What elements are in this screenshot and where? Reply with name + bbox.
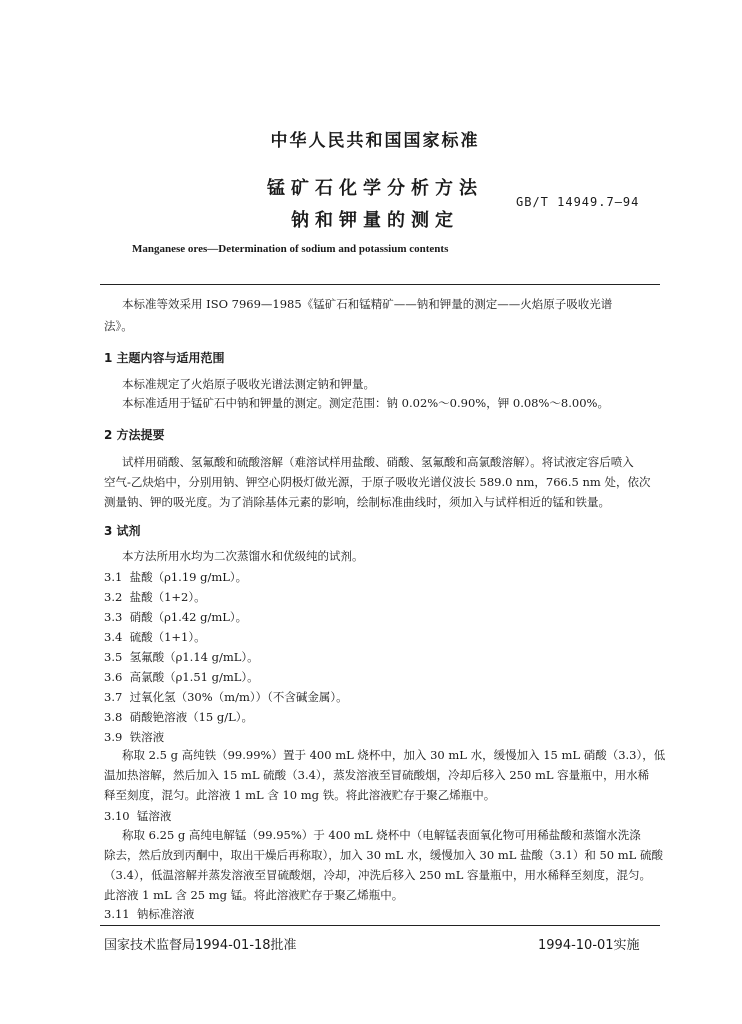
reagent-number: 3.3	[104, 610, 123, 624]
english-title: Manganese ores—Determination of sodium and potassium contents	[132, 243, 449, 255]
reagent-number: 3.2	[104, 590, 123, 604]
reagent-text: 氢氟酸（ρ1.14 g/mL）。	[129, 650, 259, 664]
reagent-text: 高氯酸（ρ1.51 g/mL）。	[129, 670, 259, 684]
paragraph-line: 本标准适用于锰矿石中钠和钾量的测定。测定范围：钠 0.02%～0.90%，钾 0.08%～8.00%。	[122, 396, 609, 410]
reagent-item	[104, 709, 253, 725]
paragraph-line: 本标准规定了火焰原子吸收光谱法测定钠和钾量。	[122, 377, 375, 391]
reagent-text: 硝酸铯溶液（15 g/L）。	[129, 710, 254, 724]
reagent-text: 硝酸（ρ1.42 g/mL）。	[129, 610, 248, 624]
section-heading: 1 主题内容与适用范围	[104, 351, 225, 365]
reagent-item	[104, 808, 171, 824]
paragraph-line: 试样用硝酸、氢氟酸和硫酸溶解（难溶试样用盐酸、硝酸、氢氟酸和高氯酸溶解）。将试液定容后喷入	[122, 455, 634, 469]
reagent-number: 3.5	[104, 650, 123, 664]
intro-line: 本标准等效采用 ISO 7969—1985《锰矿石和锰精矿——钠和钾量的测定——火焰原子吸收光谱	[122, 297, 613, 311]
reagent-item	[104, 729, 164, 745]
reagent-text: 过氧化氢（30%（m/m））（不含碱金属）。	[129, 690, 348, 704]
reagent-number: 3.8	[104, 710, 123, 724]
reagent-text: 铁溶液	[129, 730, 165, 744]
reagent-item	[104, 649, 259, 665]
paragraph-line: 称取 2.5 g 高纯铁（99.99%）置于 400 mL 烧杯中，加入 30 mL 水，缓慢加入 15 mL 硝酸（3.3），低	[122, 748, 666, 762]
reagent-item	[104, 689, 348, 705]
reagent-text: 钠标准溶液	[136, 907, 195, 921]
paragraph-line: 温加热溶解，然后加入 15 mL 硫酸（3.4），蒸发溶液至冒硫酸烟，冷却后移入 250 mL 容量瓶中，用水稀	[104, 768, 650, 782]
intro-line: 法》。	[104, 319, 133, 333]
approval-info: 国家技术监督局1994-01-18批准	[104, 938, 297, 953]
reagent-number: 3.1	[104, 570, 123, 584]
reagent-number: 3.11	[104, 907, 130, 921]
paragraph-line: （3.4），低温溶解并蒸发溶液至冒硫酸烟，冷却，冲洗后移入 250 mL 容量瓶中，用水稀释至刻度，混匀。	[104, 868, 651, 882]
header-rule	[100, 284, 660, 285]
standard-title-line2: 钠和钾量的测定	[291, 210, 459, 231]
paragraph-line: 除去，然后放到丙酮中，取出干燥后再称取），加入 30 mL 水，缓慢加入 30 mL 盐酸（3.1）和 50 mL 硫酸	[104, 848, 663, 862]
standard-code: GB/T 14949.7—94	[516, 195, 640, 209]
implementation-date: 1994-10-01实施	[538, 938, 640, 953]
reagent-number: 3.7	[104, 690, 123, 704]
standard-title-line1: 锰矿石化学分析方法	[267, 178, 483, 199]
paragraph-line: 释至刻度，混匀。此溶液 1 mL 含 10 mg 铁。将此溶液贮存于聚乙烯瓶中。	[104, 788, 496, 802]
paragraph-line: 测量钠、钾的吸光度。为了消除基体元素的影响，绘制标准曲线时，须加入与试样相近的锰和铁量。	[104, 495, 610, 509]
paragraph-line: 空气-乙炔焰中，分别用钠、钾空心阴极灯做光源，于原子吸收光谱仪波长 589.0 nm，766.5 nm 处，依次	[104, 475, 651, 489]
reagent-number: 3.10	[104, 809, 130, 823]
issuing-organization: 中华人民共和国国家标准	[270, 131, 480, 151]
reagent-number: 3.4	[104, 630, 123, 644]
paragraph-line: 称取 6.25 g 高纯电解锰（99.95%）于 400 mL 烧杯中（电解锰表面氧化物可用稀盐酸和蒸馏水洗涤	[122, 828, 641, 842]
reagent-item	[104, 569, 247, 585]
reagent-text: 盐酸（1+2）。	[129, 590, 206, 604]
reagent-number: 3.9	[104, 730, 123, 744]
reagent-text: 锰溶液	[136, 809, 172, 823]
paragraph-line: 本方法所用水均为二次蒸馏水和优级纯的试剂。	[122, 549, 364, 563]
section-heading: 3 试剂	[104, 524, 141, 538]
section-heading: 2 方法提要	[104, 428, 165, 442]
paragraph-line: 此溶液 1 mL 含 25 mg 锰。将此溶液贮存于聚乙烯瓶中。	[104, 888, 404, 902]
reagent-text: 硫酸（1+1）。	[129, 630, 206, 644]
footer-rule	[100, 925, 660, 926]
reagent-item	[104, 609, 247, 625]
reagent-item	[104, 669, 259, 685]
reagent-text: 盐酸（ρ1.19 g/mL）。	[129, 570, 248, 584]
reagent-item	[104, 906, 194, 922]
reagent-item	[104, 589, 206, 605]
reagent-number: 3.6	[104, 670, 123, 684]
reagent-item	[104, 629, 206, 645]
